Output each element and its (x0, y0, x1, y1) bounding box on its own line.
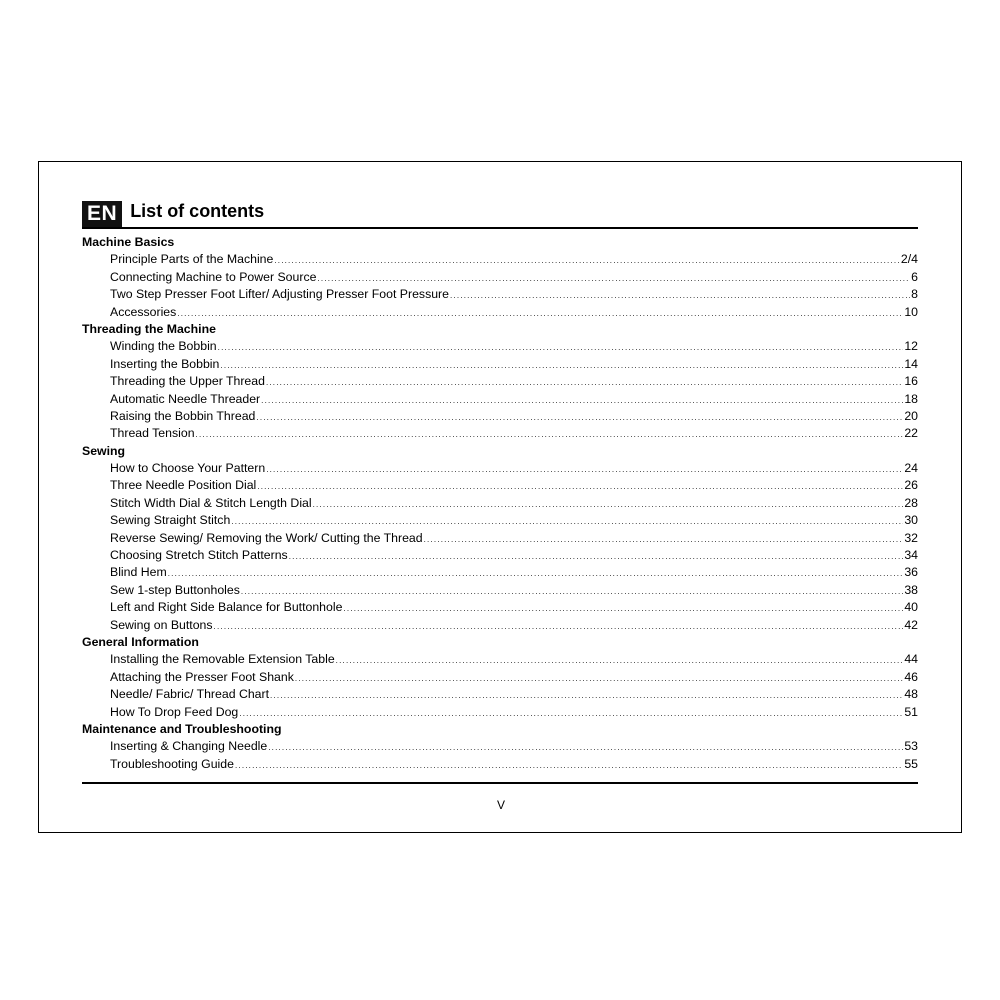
toc-entry-label: Troubleshooting Guide (110, 756, 234, 771)
toc-entry-label: Two Step Presser Foot Lifter/ Adjusting Presser Foot Pressure (110, 287, 449, 302)
dot-leader (268, 739, 903, 756)
toc-entry-page: 8 (911, 287, 918, 302)
toc-entry (82, 582, 918, 599)
toc-entry (82, 425, 918, 442)
dot-leader (231, 513, 903, 530)
toc-entry (82, 251, 918, 268)
toc-entry-label: Sewing Straight Stitch (110, 513, 231, 528)
dot-leader (218, 339, 904, 356)
toc-entry-label: Needle/ Fabric/ Thread Chart (110, 687, 270, 702)
toc-entry-page: 38 (904, 582, 918, 597)
toc-entry (82, 547, 918, 564)
dot-leader (424, 531, 904, 548)
toc-entry-page: 10 (904, 304, 918, 319)
toc-entry-page: 12 (904, 339, 918, 354)
section-heading: Maintenance and Troubleshooting (82, 721, 282, 736)
toc-entry-page: 18 (904, 391, 918, 406)
dot-leader (317, 270, 910, 287)
toc-entry-page: 53 (904, 739, 918, 754)
dot-leader (270, 687, 903, 704)
dot-leader (450, 287, 910, 304)
toc-entry (82, 669, 918, 686)
toc-entry-page: 44 (904, 652, 918, 667)
toc-entry-label: Raising the Bobbin Thread (110, 408, 256, 423)
toc-entry-label: Inserting the Bobbin (110, 356, 220, 371)
toc-entry-page: 42 (904, 617, 918, 632)
toc-entry-page: 48 (904, 687, 918, 702)
toc-entry-label: Left and Right Side Balance for Buttonhole (110, 600, 343, 615)
toc-entry-page: 55 (904, 756, 918, 771)
toc-entry-label: Principle Parts of the Machine (110, 252, 274, 267)
document-page (38, 161, 962, 833)
toc-entry-label: Three Needle Position Dial (110, 478, 257, 493)
toc-entry-page: 24 (904, 461, 918, 476)
toc-entry (82, 686, 918, 703)
toc-header (82, 199, 918, 229)
toc-entry-page: 46 (904, 669, 918, 684)
toc-entry-page: 30 (904, 513, 918, 528)
toc-entry-label: Stitch Width Dial & Stitch Length Dial (110, 495, 312, 510)
toc-entry (82, 373, 918, 390)
toc-entry-page: 2/4 (900, 252, 918, 267)
toc-entry-label: Attaching the Presser Foot Shank (110, 669, 294, 684)
dot-leader (256, 409, 903, 426)
dot-leader (295, 670, 903, 687)
toc-entry-page: 51 (904, 704, 918, 719)
toc-entry-page: 20 (904, 408, 918, 423)
dot-leader (343, 600, 903, 617)
dot-leader (261, 392, 903, 409)
dot-leader (235, 757, 903, 774)
toc-entry (82, 460, 918, 477)
toc-entry-label: How to Choose Your Pattern (110, 461, 266, 476)
toc-entry (82, 495, 918, 512)
toc-entry-page: 36 (904, 565, 918, 580)
section-heading: Threading the Machine (82, 321, 216, 336)
dot-leader (266, 374, 903, 391)
toc-entry-label: Choosing Stretch Stitch Patterns (110, 548, 288, 563)
dot-leader (289, 548, 904, 565)
footer-divider (82, 782, 918, 784)
toc-entry (82, 738, 918, 755)
toc-entry-label: Connecting Machine to Power Source (110, 269, 317, 284)
toc-entry-page: 28 (904, 495, 918, 510)
toc-entry (82, 512, 918, 529)
toc-entry (82, 269, 918, 286)
dot-leader (239, 705, 903, 722)
toc-entry-page: 26 (904, 478, 918, 493)
dot-leader (241, 583, 903, 600)
page-number: V (496, 798, 505, 812)
toc-entry (82, 304, 918, 321)
toc-entry-label: Threading the Upper Thread (110, 374, 265, 389)
toc-entry (82, 338, 918, 355)
dot-leader (177, 305, 903, 322)
toc-entry-page: 16 (904, 374, 918, 389)
toc-entry-label: Sewing on Buttons (110, 617, 213, 632)
dot-leader (257, 478, 903, 495)
section-heading: Machine Basics (82, 235, 175, 249)
toc-entry-label: Automatic Needle Threader (110, 391, 261, 406)
toc-entry-page: 34 (904, 548, 918, 563)
toc-entry-label: Installing the Removable Extension Table (110, 652, 335, 667)
toc-entry (82, 756, 918, 773)
toc-entry-page: 14 (904, 356, 918, 371)
dot-leader (274, 252, 900, 269)
page-title: List of contents (130, 201, 265, 221)
toc-entry-page: 32 (904, 530, 918, 545)
toc-entry-label: How To Drop Feed Dog (110, 704, 239, 719)
toc-entry (82, 408, 918, 425)
toc-entry (82, 286, 918, 303)
dot-leader (313, 496, 904, 513)
dot-leader (168, 565, 904, 582)
toc-entry (82, 356, 918, 373)
toc-entry-label: Inserting & Changing Needle (110, 739, 268, 754)
dot-leader (266, 461, 903, 478)
toc-entry-label: Reverse Sewing/ Removing the Work/ Cutting the Thread (110, 530, 423, 545)
toc-entry (82, 391, 918, 408)
section-heading: General Information (82, 634, 199, 649)
dot-leader (220, 357, 903, 374)
toc-entry-label: Winding the Bobbin (110, 339, 217, 354)
section-heading: Sewing (82, 443, 126, 458)
dot-leader (196, 426, 904, 443)
toc-entry-label: Blind Hem (110, 565, 167, 580)
toc-entry-page: 6 (911, 269, 918, 284)
toc-entry (82, 617, 918, 634)
table-of-contents (82, 234, 918, 773)
language-badge: EN (82, 201, 122, 227)
toc-entry (82, 564, 918, 581)
toc-entry-label: Sew 1-step Buttonholes (110, 582, 240, 597)
toc-entry (82, 651, 918, 668)
toc-entry-page: 22 (904, 426, 918, 441)
toc-entry-label: Thread Tension (110, 426, 195, 441)
toc-entry-page: 40 (904, 600, 918, 615)
toc-entry (82, 599, 918, 616)
dot-leader (214, 618, 904, 635)
toc-entry (82, 477, 918, 494)
toc-entry (82, 530, 918, 547)
toc-entry-label: Accessories (110, 304, 177, 319)
toc-entry (82, 704, 918, 721)
dot-leader (336, 652, 904, 669)
